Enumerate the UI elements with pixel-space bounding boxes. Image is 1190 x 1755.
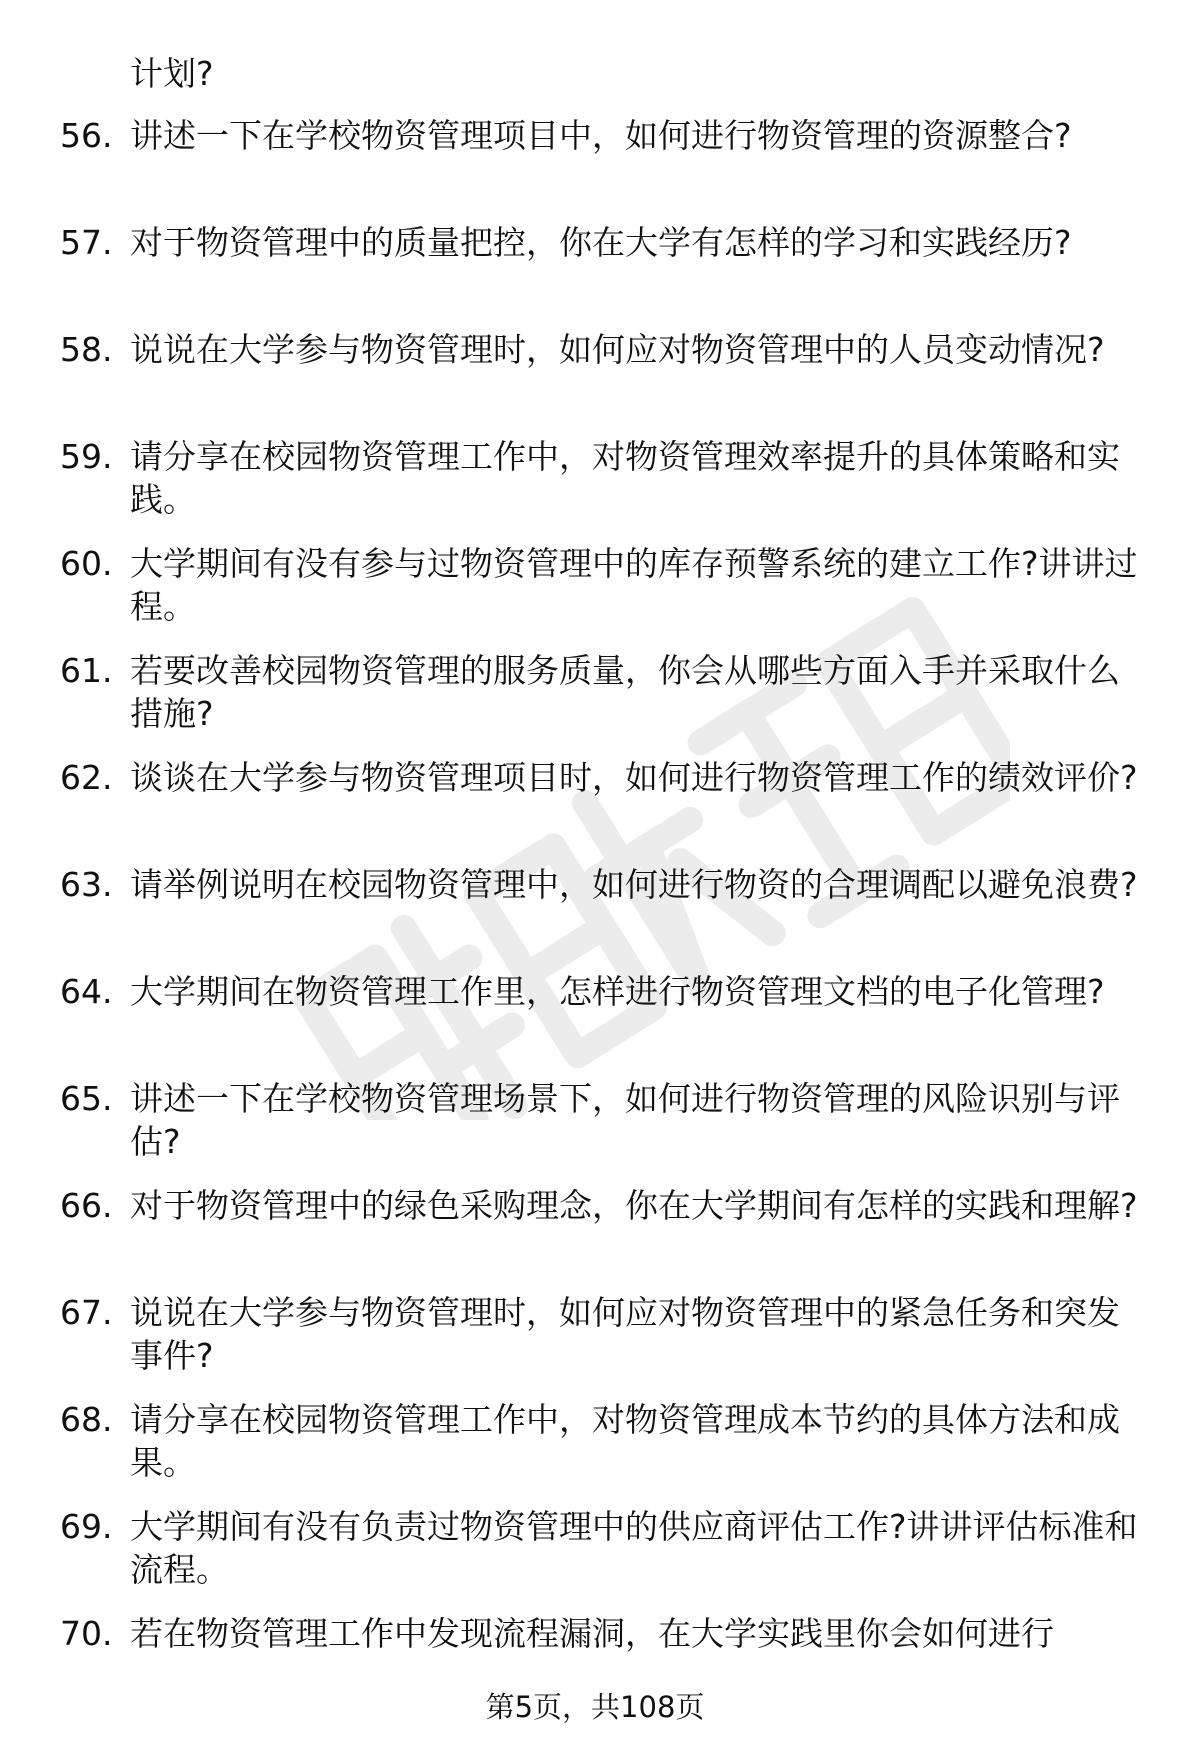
question-text: 若在物资管理工作中发现流程漏洞，在大学实践里你会如何进行 — [130, 1614, 1054, 1653]
list-item — [0, 756, 1190, 842]
list-item — [0, 1398, 1190, 1484]
question-number: 59. — [60, 437, 113, 476]
question-text: 讲述一下在学校物资管理项目中，如何进行物资管理的资源整合? — [130, 116, 1072, 155]
list-item — [0, 328, 1190, 414]
question-number: 68. — [60, 1400, 113, 1439]
question-number: 56. — [60, 116, 113, 155]
question-number: 57. — [60, 223, 113, 262]
list-item — [0, 1505, 1190, 1591]
question-number: 63. — [60, 865, 113, 904]
question-number: 62. — [60, 758, 113, 797]
list-item — [0, 649, 1190, 735]
question-text: 谈谈在大学参与物资管理项目时，如何进行物资管理工作的绩效评价? — [130, 758, 1138, 797]
list-item — [0, 1612, 1190, 1698]
question-number: 65. — [60, 1079, 113, 1118]
question-text: 请分享在校园物资管理工作中，对物资管理效率提升的具体策略和实践。 — [130, 437, 1120, 519]
question-number: 58. — [60, 330, 113, 369]
list-item — [0, 1077, 1190, 1163]
question-number: 67. — [60, 1293, 113, 1332]
page-number-footer: 第5页，共108页 — [485, 1690, 705, 1724]
question-number: 61. — [60, 651, 113, 690]
question-number: 60. — [60, 544, 113, 583]
list-item — [0, 114, 1190, 200]
list-item — [0, 542, 1190, 628]
list-item — [0, 221, 1190, 307]
question-text: 大学期间有没有参与过物资管理中的库存预警系统的建立工作?讲讲过程。 — [130, 544, 1138, 626]
question-text: 大学期间有没有负责过物资管理中的供应商评估工作?讲讲评估标准和流程。 — [130, 1507, 1138, 1589]
list-item — [0, 1184, 1190, 1270]
question-text: 说说在大学参与物资管理时，如何应对物资管理中的人员变动情况? — [130, 330, 1105, 369]
question-text: 对于物资管理中的质量把控，你在大学有怎样的学习和实践经历? — [130, 223, 1072, 262]
question-text: 请举例说明在校园物资管理中，如何进行物资的合理调配以避免浪费? — [130, 865, 1138, 904]
list-item — [0, 970, 1190, 1056]
question-number: 70. — [60, 1614, 113, 1653]
question-text: 大学期间在物资管理工作里，怎样进行物资管理文档的电子化管理? — [130, 972, 1105, 1011]
question-text: 请分享在校园物资管理工作中，对物资管理成本节约的具体方法和成果。 — [130, 1400, 1120, 1482]
question-text: 若要改善校园物资管理的服务质量，你会从哪些方面入手并采取什么措施? — [130, 651, 1120, 733]
question-number: 66. — [60, 1186, 113, 1225]
list-item — [0, 863, 1190, 949]
previous-question-continuation: 计划? — [130, 54, 214, 93]
question-text: 讲述一下在学校物资管理场景下，如何进行物资管理的风险识别与评估? — [130, 1079, 1120, 1161]
question-list — [0, 114, 1190, 1719]
list-item — [0, 435, 1190, 521]
question-number: 69. — [60, 1507, 113, 1546]
question-text: 说说在大学参与物资管理时，如何应对物资管理中的紧急任务和突发事件? — [130, 1293, 1120, 1375]
question-number: 64. — [60, 972, 113, 1011]
list-item — [0, 1291, 1190, 1377]
question-text: 对于物资管理中的绿色采购理念，你在大学期间有怎样的实践和理解? — [130, 1186, 1138, 1225]
